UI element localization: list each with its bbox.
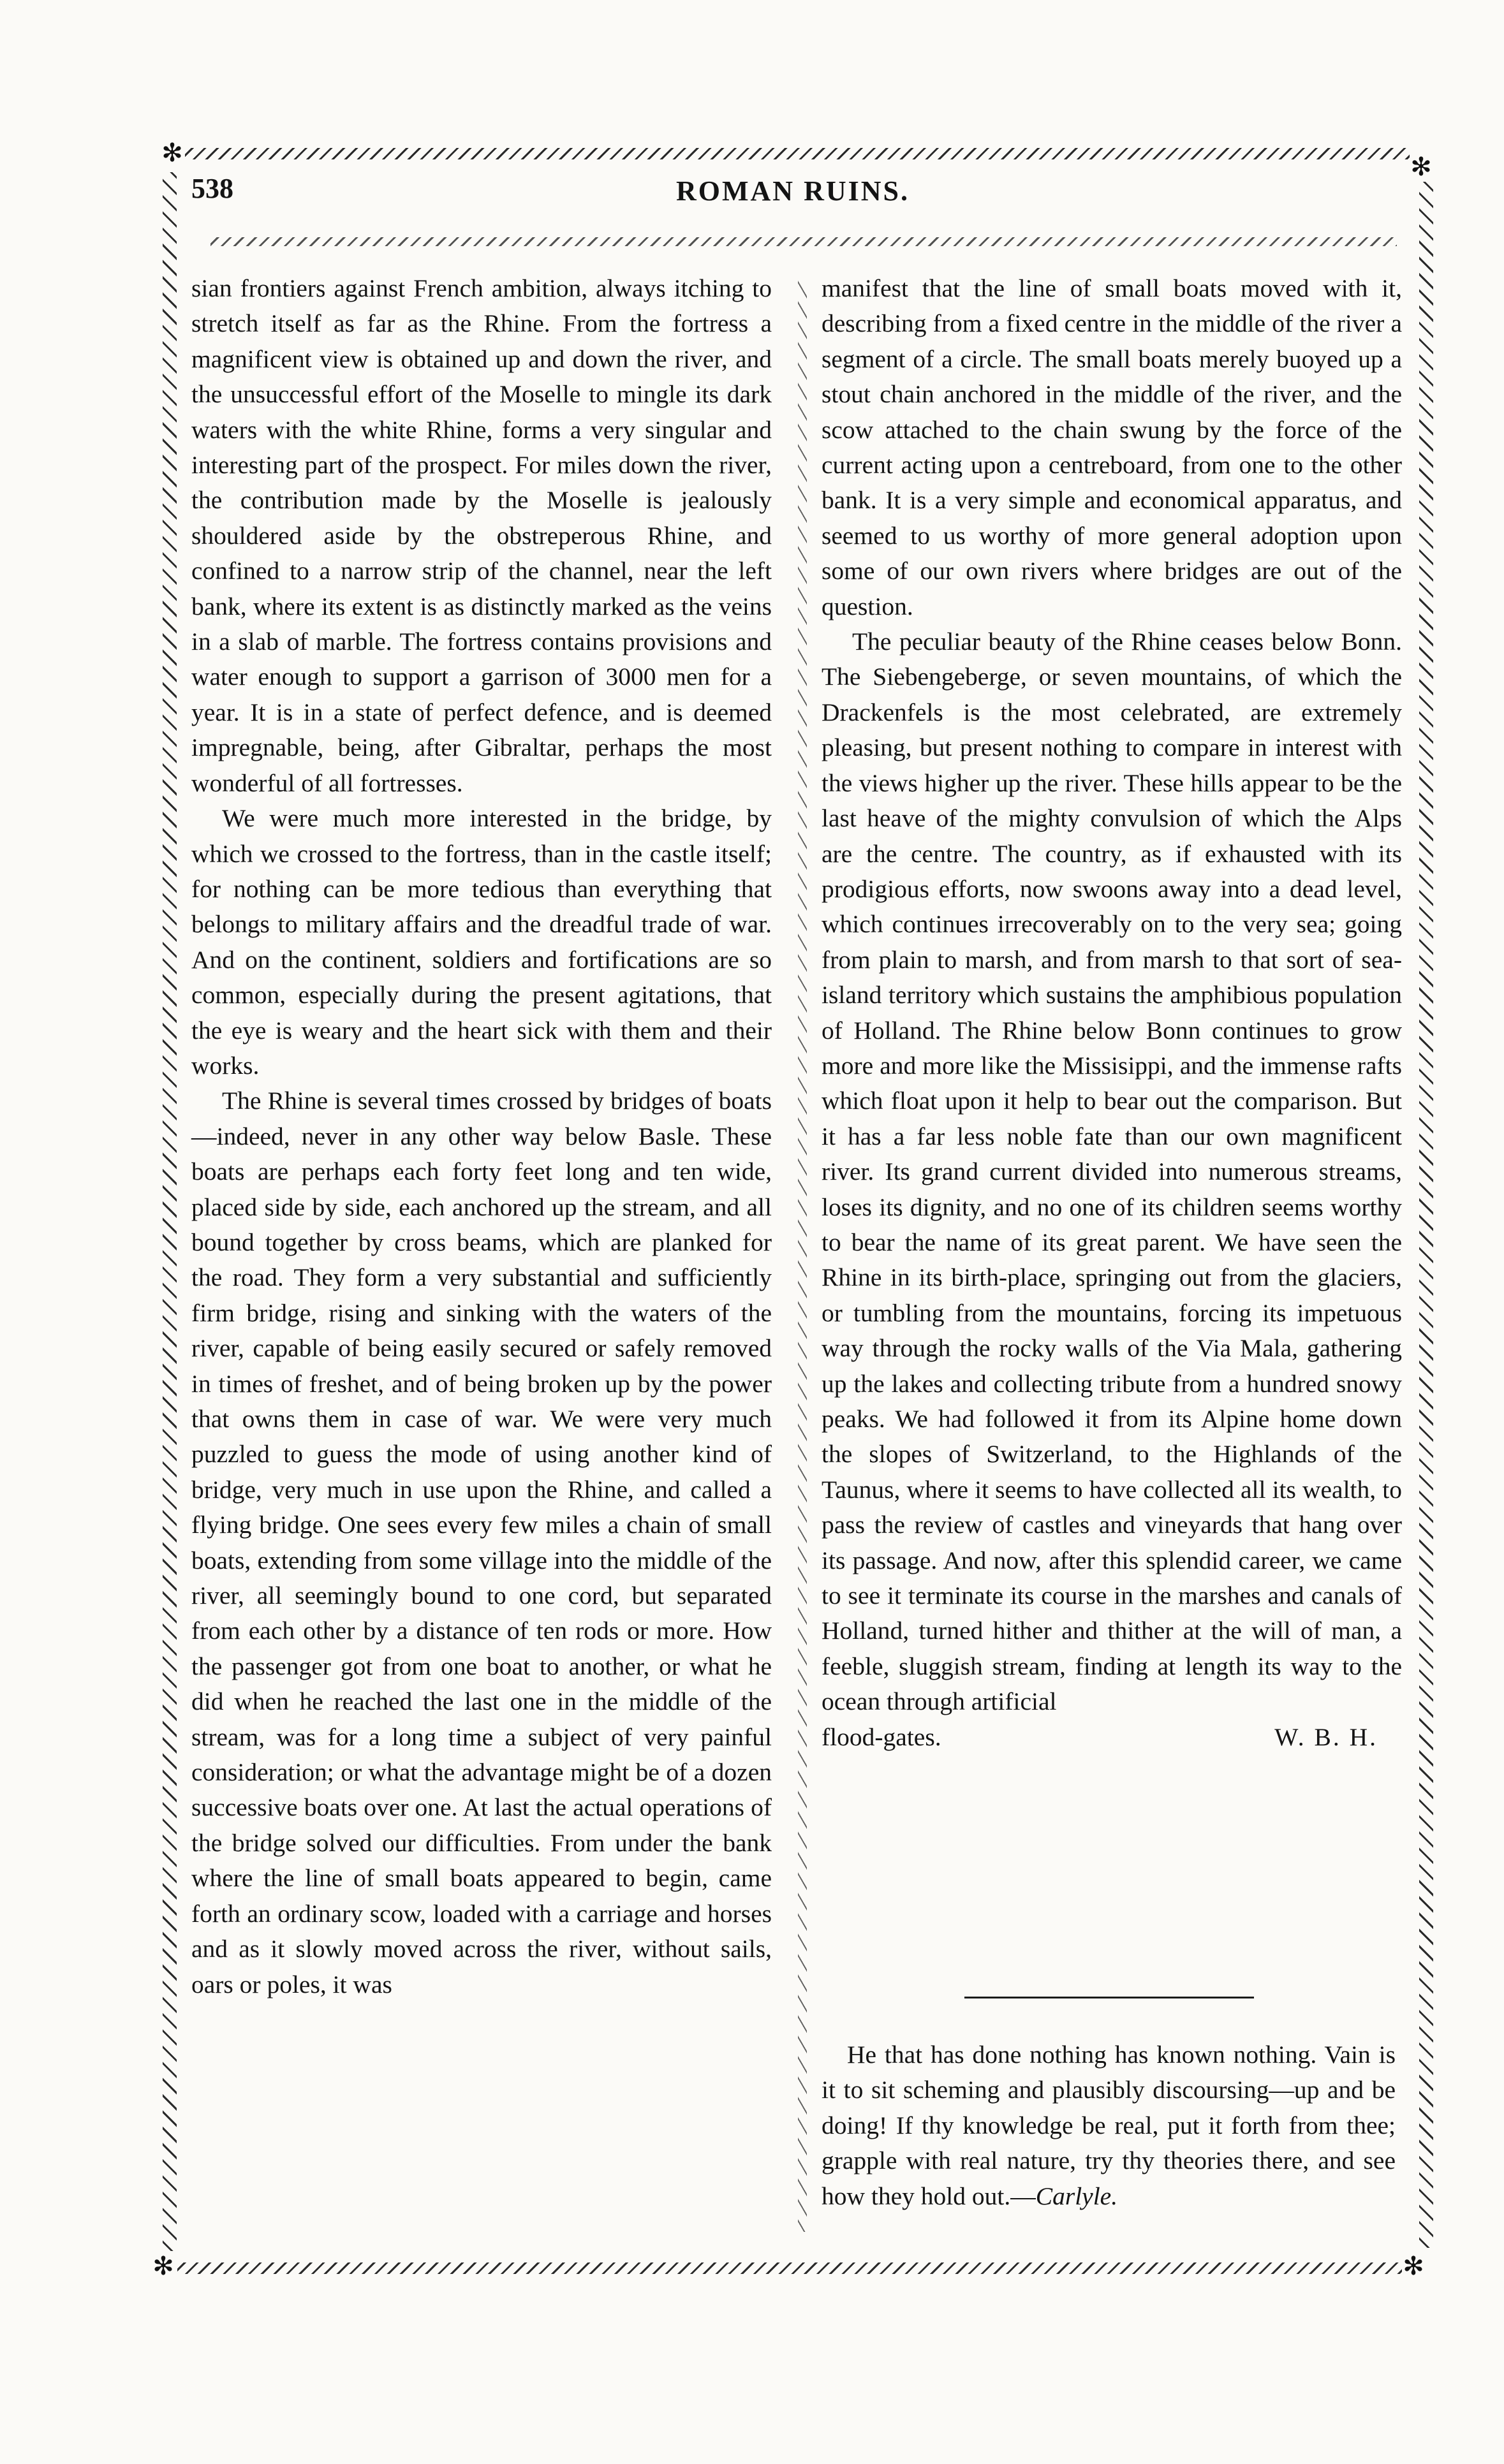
running-title: ROMAN RUINS.: [676, 175, 910, 207]
left-column: [191, 271, 772, 2002]
corner-ornament-bottom-right: ✻: [1403, 2252, 1424, 2280]
border-bottom: [177, 2262, 1402, 2274]
corner-ornament-top-right: ✻: [1410, 152, 1432, 181]
left-paragraph-1: sian frontiers against French ambition, always itching to stretch itself as far as the Rhine. From the fortress a magnificent view is obtained up and down the river, and the unsuccessful effort of the Moselle to mingle its dark waters with the white Rhine, forms a very singular and interesting part of the prospect. For miles down the river, the contribution made by the Moselle is jealously shouldered aside by the obstreperous Rhine, and confined to a narrow strip of the channel, near the left bank, where its extent is as distinctly marked as the veins in a slab of marble. The fortress contains provisions and water enough to support a garrison of 3000 men for a year. It is in a state of perfect defence, and is deemed impregnable, being, after Gibraltar, perhaps the most wonderful of all fortresses.: [191, 274, 772, 797]
section-separator: [964, 1997, 1254, 1998]
corner-ornament-top-left: ✻: [161, 138, 183, 167]
column-divider: [798, 281, 807, 2232]
right-paragraph-1: manifest that the line of small boats moved with it, describing from a fixed centre in the middle of the river a segment of a circle. The small boats merely buoyed up a stout chain anchored in the middle of the river, and the scow attached to the chain swung by the force of the current acting upon a centreboard, from one to the other bank. It is a very simple and economical apparatus, and seemed to us worthy of more general adoption upon some of our own rivers where bridges are out of the question.: [822, 274, 1402, 620]
page-number: 538: [191, 173, 233, 204]
corner-ornament-bottom-left: ✻: [152, 2252, 174, 2280]
quote-attribution: Carlyle.: [1035, 2182, 1118, 2210]
closing-line: flood-gates.: [822, 1722, 941, 1751]
signature-line: [822, 1720, 1402, 1755]
quote-text: He that has done nothing has known nothing. Vain is it to sit scheming and plausibly discoursing—up and be doing! If thy knowledge be real, put it forth from thee; grapple with real nature, try thy theories there, and see how they hold out.—: [822, 2041, 1396, 2210]
running-header: [191, 172, 1441, 230]
left-paragraph-2: We were much more interested in the bridge, by which we crossed to the fortress, than in the castle itself; for nothing can be more tedious than everything that belongs to military affairs and the dreadful trade of war. And on the continent, soldiers and fortifications are so common, especially during the present agitations, that the eye is weary and the heart sick with them and their works.: [191, 804, 772, 1080]
author-signature: W. B. H.: [1274, 1722, 1378, 1751]
header-rule: [210, 237, 1397, 246]
border-left: [163, 172, 177, 2251]
right-column: [822, 271, 1402, 1755]
left-paragraph-3: The Rhine is several times crossed by bridges of boats—indeed, never in any other way below Basle. These boats are perhaps each forty feet long and ten wide, placed side by side, each anchored up the stream, and all bound together by cross beams, which are planked for the road. They form a very substantial and sufficiently firm bridge, rising and sinking with the waters of the river, capable of being easily secured or safely removed in times of freshet, and of being broken up by the power that owns them in case of war. We were very much puzzled to guess the mode of using another kind of bridge, very much in use upon the Rhine, and called a flying bridge. One sees every few miles a chain of small boats, extending from some village into the middle of the river, all seemingly bound to one cord, but separated from each other by a distance of ten rods or more. How the passenger got from one boat to another, or what he did when he reached the last one in the middle of the stream, was for a long time a subject of very painful consideration; or what the advantage might be of a dozen successive boats over one. At last the actual operations of the bridge solved our difficulties. From under the bank where the line of small boats appeared to begin, came forth an ordinary scow, loaded with a carriage and horses and as it slowly moved across the river, without sails, oars or poles, it was: [191, 1087, 772, 1998]
carlyle-quote: [822, 2037, 1396, 2214]
right-paragraph-2: The peculiar beauty of the Rhine ceases below Bonn. The Siebengeberge, or seven mountains, of which the Drackenfels is the most celebrated, are extremely pleasing, but present nothing to compare in interest with the views higher up the river. These hills appear to be the last heave of the mighty convulsion of which the Alps are the centre. The country, as if exhausted with its prodigious efforts, now swoons away into a dead level, which continues irrecoverably on to the very sea; going from plain to marsh, and from marsh to that sort of sea-island territory which sustains the amphibious population of Holland. The Rhine below Bonn continues to grow more and more like the Missisippi, and the immense rafts which float upon it help to bear out the comparison. But it has a far less noble fate than our own magnificent river. Its grand current divided into numerous streams, loses its dignity, and no one of its children seems worthy to bear the name of its great parent. We have seen the Rhine in its birth-place, springing out from the glaciers, or tumbling from the mountains, forcing its impetuous way through the rocky walls of the Via Mala, gathering up the lakes and collecting tribute from a hundred snowy peaks. We had followed it from its Alpine home down the slopes of Switzerland, to the Highlands of the Taunus, where it seems to have collected all its wealth, to pass the review of castles and vineyards that hang over its passage. And now, after this splendid career, we came to see it terminate its course in the marshes and canals of Holland, turned hither and thither at the will of man, a feeble, sluggish stream, finding at length its way to the ocean through artificial: [822, 627, 1402, 1716]
border-top: [185, 148, 1410, 159]
border-right: [1419, 182, 1433, 2248]
